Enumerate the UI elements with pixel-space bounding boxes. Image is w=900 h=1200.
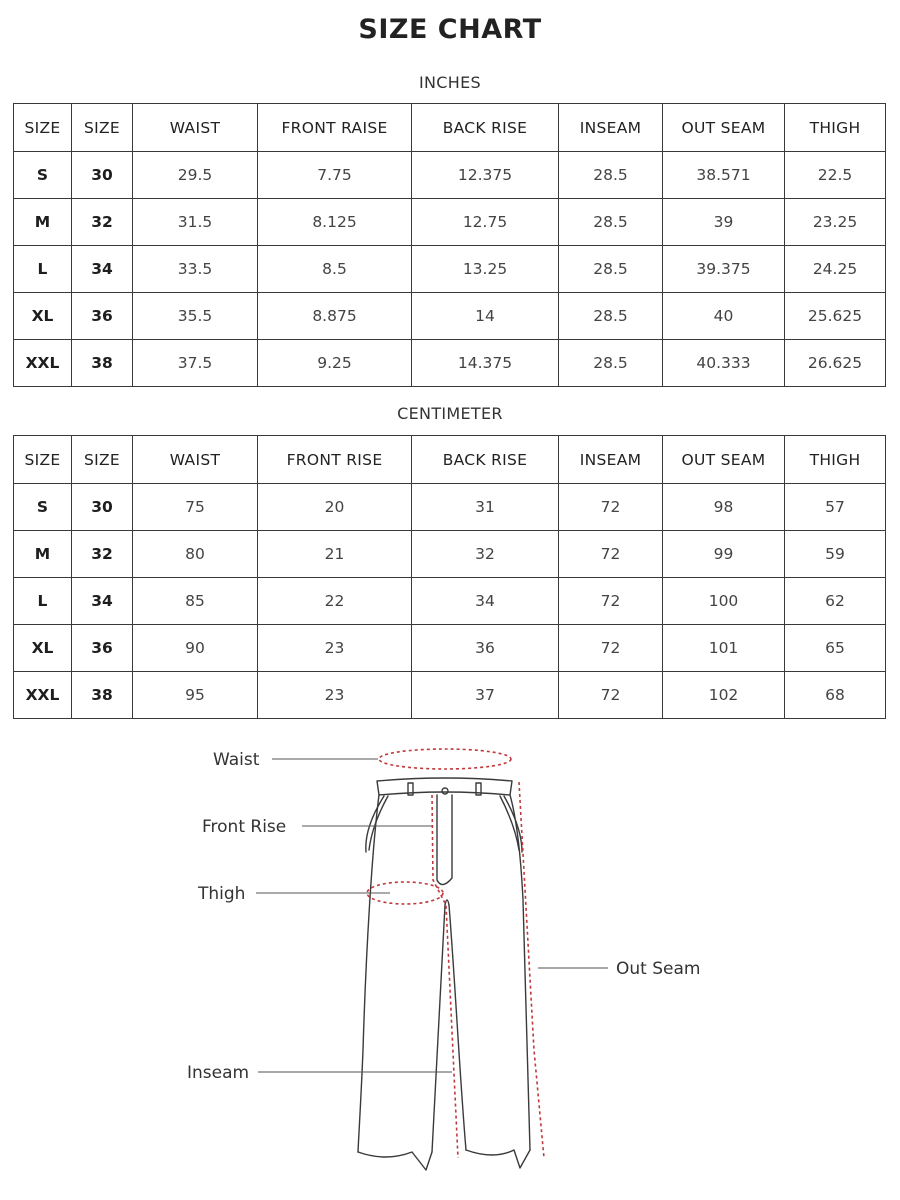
cell-waist: 35.5 <box>133 293 258 340</box>
label-leader-lines <box>256 759 608 1072</box>
cell-inseam: 28.5 <box>559 246 663 293</box>
table-row <box>14 199 886 246</box>
header-back-rise: BACK RISE <box>412 436 559 484</box>
header-front-rise: FRONT RISE <box>258 436 412 484</box>
header-inseam: INSEAM <box>559 436 663 484</box>
cell-inseam: 72 <box>559 484 663 531</box>
cell-size-number: 32 <box>72 199 133 246</box>
cell-thigh: 23.25 <box>785 199 886 246</box>
cell-thigh: 62 <box>785 578 886 625</box>
cell-out-seam: 102 <box>663 672 785 719</box>
inseam-label: Inseam <box>187 1063 250 1083</box>
cell-out-seam: 100 <box>663 578 785 625</box>
cell-front-rise: 22 <box>258 578 412 625</box>
cell-front-raise: 8.5 <box>258 246 412 293</box>
pants-measurement-diagram <box>0 735 900 1200</box>
cell-front-raise: 9.25 <box>258 340 412 387</box>
centimeter-size-table <box>13 435 886 719</box>
table-row <box>14 246 886 293</box>
cell-inseam: 72 <box>559 625 663 672</box>
out-seam-label: Out Seam <box>616 959 701 979</box>
cell-size-number: 34 <box>72 246 133 293</box>
cell-front-rise: 23 <box>258 625 412 672</box>
cell-thigh: 26.625 <box>785 340 886 387</box>
cell-size: M <box>14 531 72 578</box>
cell-out-seam: 38.571 <box>663 152 785 199</box>
table-row <box>14 531 886 578</box>
front-rise-label: Front Rise <box>202 817 287 837</box>
page-title: SIZE CHART <box>358 14 542 45</box>
cell-size: L <box>14 246 72 293</box>
cell-waist: 29.5 <box>133 152 258 199</box>
cell-waist: 37.5 <box>133 340 258 387</box>
cell-out-seam: 40.333 <box>663 340 785 387</box>
header-thigh: THIGH <box>785 436 886 484</box>
centimeter-section-label: CENTIMETER <box>397 404 503 423</box>
cell-inseam: 28.5 <box>559 152 663 199</box>
pants-outline <box>358 778 530 1170</box>
cell-out-seam: 101 <box>663 625 785 672</box>
cell-size-number: 36 <box>72 625 133 672</box>
cell-thigh: 59 <box>785 531 886 578</box>
table-row <box>14 484 886 531</box>
header-waist: WAIST <box>133 436 258 484</box>
cell-inseam: 72 <box>559 531 663 578</box>
cell-out-seam: 98 <box>663 484 785 531</box>
cell-size: XXL <box>14 672 72 719</box>
table-row <box>14 152 886 199</box>
cell-size-number: 34 <box>72 578 133 625</box>
table-header-row <box>14 436 886 484</box>
cell-waist: 31.5 <box>133 199 258 246</box>
cell-back-rise: 32 <box>412 531 559 578</box>
cell-out-seam: 99 <box>663 531 785 578</box>
cell-waist: 95 <box>133 672 258 719</box>
cell-back-rise: 13.25 <box>412 246 559 293</box>
cell-thigh: 24.25 <box>785 246 886 293</box>
thigh-label: Thigh <box>198 884 246 904</box>
cell-size-number: 38 <box>72 672 133 719</box>
cell-waist: 33.5 <box>133 246 258 293</box>
cell-size: XXL <box>14 340 72 387</box>
cell-waist: 75 <box>133 484 258 531</box>
cell-front-raise: 8.875 <box>258 293 412 340</box>
cell-size-number: 38 <box>72 340 133 387</box>
table-row <box>14 293 886 340</box>
cell-front-rise: 23 <box>258 672 412 719</box>
cell-inseam: 28.5 <box>559 293 663 340</box>
cell-back-rise: 14 <box>412 293 559 340</box>
cell-size: S <box>14 152 72 199</box>
table-header-row <box>14 104 886 152</box>
cell-thigh: 57 <box>785 484 886 531</box>
cell-size: M <box>14 199 72 246</box>
cell-waist: 90 <box>133 625 258 672</box>
cell-back-rise: 37 <box>412 672 559 719</box>
cell-inseam: 72 <box>559 578 663 625</box>
cell-inseam: 28.5 <box>559 340 663 387</box>
table-row <box>14 340 886 387</box>
cell-thigh: 25.625 <box>785 293 886 340</box>
waist-label: Waist <box>213 750 260 770</box>
cell-size: L <box>14 578 72 625</box>
cell-front-rise: 20 <box>258 484 412 531</box>
table-row <box>14 578 886 625</box>
cell-front-raise: 8.125 <box>258 199 412 246</box>
cell-front-rise: 21 <box>258 531 412 578</box>
table-row <box>14 672 886 719</box>
cell-size-number: 30 <box>72 484 133 531</box>
cell-back-rise: 34 <box>412 578 559 625</box>
header-size: SIZE <box>14 104 72 152</box>
cell-inseam: 28.5 <box>559 199 663 246</box>
cell-out-seam: 40 <box>663 293 785 340</box>
header-out-seam: OUT SEAM <box>663 104 785 152</box>
cell-size-number: 36 <box>72 293 133 340</box>
header-thigh: THIGH <box>785 104 886 152</box>
cell-size-number: 32 <box>72 531 133 578</box>
cell-thigh: 22.5 <box>785 152 886 199</box>
header-size-number: SIZE <box>72 104 133 152</box>
cell-back-rise: 31 <box>412 484 559 531</box>
cell-size: S <box>14 484 72 531</box>
cell-front-raise: 7.75 <box>258 152 412 199</box>
inches-section-label: INCHES <box>419 73 481 92</box>
header-back-rise: BACK RISE <box>412 104 559 152</box>
inches-size-table <box>13 103 886 387</box>
header-size-number: SIZE <box>72 436 133 484</box>
header-waist: WAIST <box>133 104 258 152</box>
cell-size: XL <box>14 293 72 340</box>
cell-inseam: 72 <box>559 672 663 719</box>
out-seam-measure-line <box>519 782 544 1158</box>
header-out-seam: OUT SEAM <box>663 436 785 484</box>
cell-waist: 80 <box>133 531 258 578</box>
cell-out-seam: 39.375 <box>663 246 785 293</box>
header-inseam: INSEAM <box>559 104 663 152</box>
cell-back-rise: 36 <box>412 625 559 672</box>
header-front-raise: FRONT RAISE <box>258 104 412 152</box>
table-row <box>14 625 886 672</box>
cell-waist: 85 <box>133 578 258 625</box>
measurement-lines <box>367 749 544 1158</box>
cell-back-rise: 12.375 <box>412 152 559 199</box>
cell-back-rise: 12.75 <box>412 199 559 246</box>
cell-size-number: 30 <box>72 152 133 199</box>
cell-back-rise: 14.375 <box>412 340 559 387</box>
waist-measure-ellipse <box>379 749 511 769</box>
cell-out-seam: 39 <box>663 199 785 246</box>
cell-thigh: 65 <box>785 625 886 672</box>
header-size: SIZE <box>14 436 72 484</box>
cell-size: XL <box>14 625 72 672</box>
cell-thigh: 68 <box>785 672 886 719</box>
